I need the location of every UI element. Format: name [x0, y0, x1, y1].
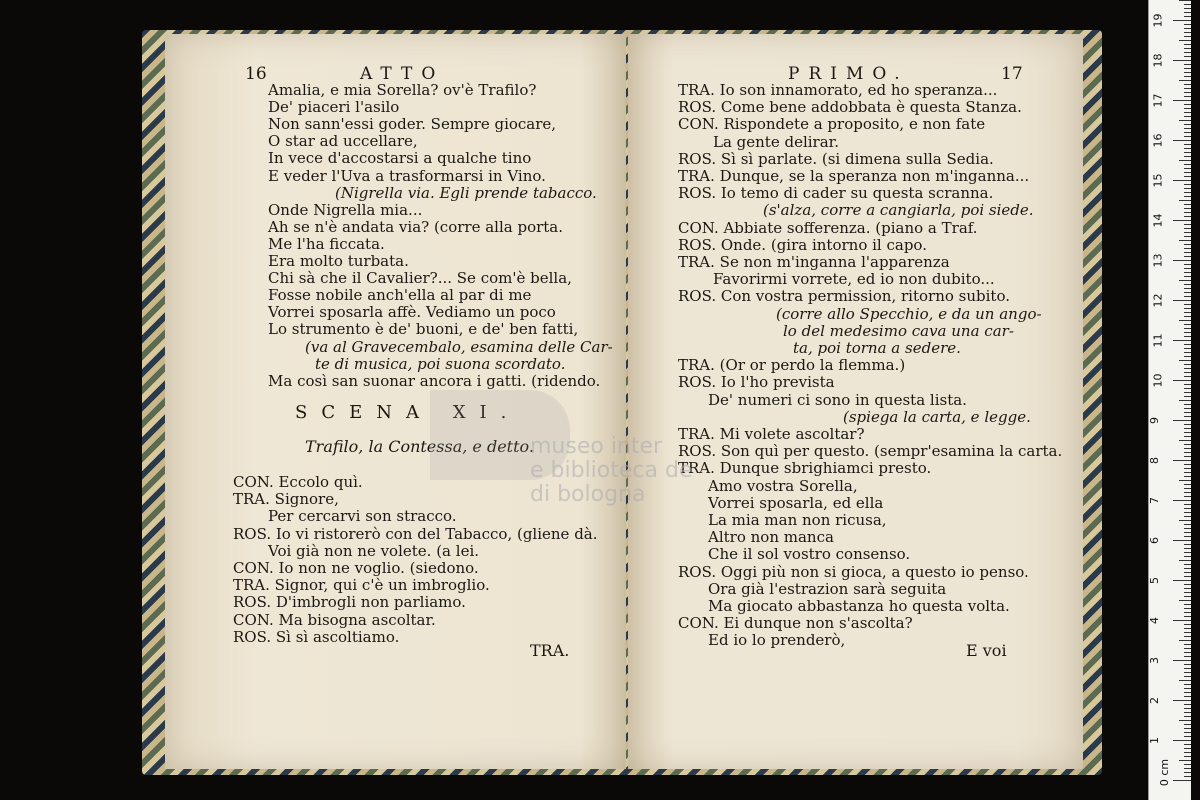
watermark-line: di bologna: [530, 482, 646, 507]
text-line: TRA. Io son innamorato, ed ho speranza...: [678, 81, 998, 99]
ruler-tick: [1184, 292, 1191, 293]
text-line: TRA. (Or or perdo la flemma.): [678, 356, 906, 375]
ruler-tick: [1179, 400, 1191, 401]
ruler-tick: [1184, 556, 1191, 557]
ruler-tick: [1184, 476, 1191, 477]
ruler-tick: [1184, 596, 1191, 597]
ruler-tick: [1184, 576, 1191, 577]
ruler-tick: [1184, 412, 1191, 413]
ruler-tick: [1184, 56, 1191, 57]
text-line: CON. Eccolo quì.: [233, 473, 363, 491]
ruler-tick: [1184, 684, 1191, 685]
ruler-tick: [1184, 612, 1191, 613]
ruler-tick: [1184, 68, 1191, 69]
ruler-tick: [1184, 772, 1191, 773]
text-line: (s'alza, corre a cangiarla, poi siede.: [763, 201, 1034, 220]
ruler-number: 1: [1148, 737, 1161, 744]
text-line: ROS. Son quì per questo. (sempr'esamina la carta.: [678, 442, 1063, 461]
ruler-tick: [1184, 288, 1191, 289]
ruler-tick: [1184, 752, 1191, 753]
text-line: lo del medesimo cava una car-: [783, 321, 1014, 340]
ruler-tick: [1184, 424, 1191, 425]
ruler-tick: [1184, 184, 1191, 185]
scene-cast: Trafilo, la Contessa, e detto.: [305, 437, 534, 456]
text-line: ROS. Io temo di cader su questa scranna.: [678, 184, 994, 203]
text-line: Altro non manca: [708, 528, 834, 547]
ruler-tick: [1184, 176, 1191, 177]
ruler-tick: [1173, 580, 1191, 581]
ruler-tick: [1184, 744, 1191, 745]
ruler-tick: [1184, 672, 1191, 673]
ruler-tick: [1173, 660, 1191, 661]
ruler-tick: [1184, 728, 1191, 729]
text-line: te di musica, poi suona scordato.: [315, 354, 566, 373]
ruler-tick: [1184, 356, 1191, 357]
ruler-tick: [1179, 680, 1191, 681]
ruler-number: 4: [1148, 617, 1161, 624]
ruler-tick: [1184, 172, 1191, 173]
text-line: CON. Rispondete a proposito, e non fate: [678, 115, 986, 134]
ruler-tick: [1173, 220, 1191, 221]
ruler-tick: [1184, 456, 1191, 457]
ruler-tick: [1184, 284, 1191, 285]
ruler-tick: [1184, 532, 1191, 533]
ruler-number: 9: [1148, 417, 1161, 424]
watermark-line: e biblioteca de: [530, 458, 693, 483]
ruler-tick: [1184, 492, 1191, 493]
text-line: CON. Ma bisogna ascoltar.: [233, 610, 436, 629]
ruler-tick: [1184, 168, 1191, 169]
running-header: ATTO: [360, 64, 445, 84]
ruler-tick: [1184, 384, 1191, 385]
text-line: (spiega la carta, e legge.: [843, 407, 1031, 426]
ruler-tick: [1184, 156, 1191, 157]
text-line: Fosse nobile anch'ella al par di me: [268, 286, 532, 305]
ruler-tick: [1179, 600, 1191, 601]
ruler-tick: [1184, 92, 1191, 93]
ruler-tick: [1184, 264, 1191, 265]
ruler-tick: [1184, 668, 1191, 669]
ruler-tick: [1173, 300, 1191, 301]
text-line: Ah se n'è andata via? (corre alla porta.: [268, 217, 564, 236]
text-line: ROS. Come bene addobbata è questa Stanza.: [678, 98, 1022, 117]
watermark-text: [530, 435, 693, 507]
text-line: TRA. Dunque sbrighiamci presto.: [678, 459, 932, 478]
ruler-tick: [1179, 0, 1191, 1]
text-line: E veder l'Uva a trasformarsi in Vino.: [268, 166, 546, 185]
ruler-tick: [1184, 324, 1191, 325]
ruler-tick: [1184, 328, 1191, 329]
catchword: E voi: [966, 641, 1007, 660]
ruler-tick: [1184, 344, 1191, 345]
scene-title: SCENA XI.: [295, 402, 521, 423]
ruler-tick: [1184, 104, 1191, 105]
ruler-tick: [1179, 520, 1191, 521]
text-line: (va al Gravecembalo, esamina delle Car-: [305, 337, 613, 356]
text-line: Che il sol vostro consenso.: [708, 545, 911, 564]
ruler-tick: [1173, 700, 1191, 701]
ruler-number: 16: [1151, 133, 1165, 148]
text-line: ROS. Io l'ho prevista: [678, 373, 835, 392]
ruler-tick: [1184, 12, 1191, 13]
ruler-tick: [1184, 584, 1191, 585]
ruler-tick: [1184, 364, 1191, 365]
ruler-tick: [1184, 48, 1191, 49]
ruler-tick: [1184, 44, 1191, 45]
text-line: (corre allo Specchio, e da un ango-: [776, 304, 1042, 323]
ruler-tick: [1184, 708, 1191, 709]
ruler-tick: [1184, 764, 1191, 765]
text-line: Onde Nigrella mia...: [268, 200, 423, 219]
text-line: La mia man non ricusa,: [708, 511, 887, 529]
ruler-tick: [1184, 72, 1191, 73]
ruler-number: 12: [1151, 293, 1165, 308]
text-line: Favorirmi vorrete, ed io non dubito...: [713, 270, 995, 289]
ruler-tick: [1184, 504, 1191, 505]
ruler-tick: [1184, 484, 1191, 485]
ruler-tick: [1184, 188, 1191, 189]
ruler-tick: [1184, 732, 1191, 733]
ruler-tick: [1184, 632, 1191, 633]
ruler-tick: [1184, 648, 1191, 649]
text-line: CON. Ei dunque non s'ascolta?: [678, 614, 913, 633]
text-line: Amalia, e mia Sorella? ov'è Trafilo?: [268, 81, 537, 99]
ruler-tick: [1184, 192, 1191, 193]
ruler-tick: [1173, 20, 1191, 21]
ruler-tick: [1184, 88, 1191, 89]
ruler-tick: [1184, 312, 1191, 313]
ruler-tick: [1184, 112, 1191, 113]
catchword: TRA.: [530, 641, 570, 660]
ruler-tick: [1184, 512, 1191, 513]
ruler-tick: [1179, 120, 1191, 121]
ruler-tick: [1184, 208, 1191, 209]
text-line: Ma così san suonar ancora i gatti. (ridendo.: [268, 371, 601, 390]
ruler-number: 11: [1151, 333, 1165, 348]
ruler-tick: [1184, 644, 1191, 645]
text-line: Chi sà che il Cavalier?... Se com'è bella,: [268, 269, 572, 288]
ruler-number: 17: [1151, 93, 1165, 108]
ruler-tick: [1184, 308, 1191, 309]
ruler-tick: [1184, 776, 1191, 777]
ruler-tick: [1184, 392, 1191, 393]
ruler-tick: [1184, 768, 1191, 769]
ruler-tick: [1184, 712, 1191, 713]
text-line: La gente delirar.: [713, 132, 839, 151]
ruler-tick: [1184, 212, 1191, 213]
ruler-tick: [1184, 4, 1191, 5]
text-line: Ora già l'estrazion sarà seguita: [708, 579, 947, 598]
ruler-tick: [1184, 236, 1191, 237]
ruler-number: 19: [1151, 13, 1165, 28]
ruler-tick: [1184, 268, 1191, 269]
text-line: O star ad uccellare,: [268, 132, 418, 151]
ruler-tick: [1184, 604, 1191, 605]
ruler-tick: [1184, 616, 1191, 617]
ruler-tick: [1184, 108, 1191, 109]
ruler-tick: [1184, 552, 1191, 553]
ruler-tick: [1184, 276, 1191, 277]
ruler-tick: [1184, 204, 1191, 205]
ruler-tick: [1184, 316, 1191, 317]
ruler-tick: [1173, 60, 1191, 61]
ruler-tick: [1184, 408, 1191, 409]
ruler-tick: [1173, 100, 1191, 101]
ruler-tick: [1184, 32, 1191, 33]
ruler-tick: [1184, 444, 1191, 445]
ruler-tick: [1184, 628, 1191, 629]
ruler-tick: [1184, 468, 1191, 469]
ruler-tick: [1184, 692, 1191, 693]
right-page: [628, 34, 1083, 769]
ruler-tick: [1184, 488, 1191, 489]
ruler-number: 10: [1151, 373, 1165, 388]
ruler-tick: [1184, 404, 1191, 405]
text-line: Ma giocato abbastanza ho questa volta.: [708, 597, 1010, 615]
text-line: Per cercarvi son stracco.: [268, 507, 457, 526]
ruler-tick: [1184, 516, 1191, 517]
text-line: TRA. Mi volete ascoltar?: [678, 425, 865, 443]
ruler-tick: [1184, 196, 1191, 197]
ruler-tick: [1184, 568, 1191, 569]
ruler-tick: [1184, 624, 1191, 625]
page-number: 17: [1001, 64, 1023, 84]
ruler-number: 8: [1148, 457, 1161, 464]
ruler-tick: [1173, 380, 1191, 381]
ruler-tick: [1184, 124, 1191, 125]
text-line: ROS. Io vi ristorerò con del Tabacco, (gliene dà.: [233, 524, 598, 543]
ruler-tick: [1173, 460, 1191, 461]
ruler-tick: [1179, 40, 1191, 41]
ruler-tick: [1184, 272, 1191, 273]
text-line: (Nigrella via. Egli prende tabacco.: [335, 183, 597, 202]
text-line: Era molto turbata.: [268, 252, 409, 270]
text-line: ROS. D'imbrogli non parliamo.: [233, 593, 466, 612]
ruler-number: 7: [1148, 497, 1161, 504]
ruler-tick: [1184, 588, 1191, 589]
ruler-number: 18: [1151, 53, 1165, 68]
ruler-tick: [1184, 116, 1191, 117]
ruler-tick: [1173, 500, 1191, 501]
ruler-tick: [1184, 544, 1191, 545]
ruler-tick: [1184, 664, 1191, 665]
text-line: ROS. Onde. (gira intorno il capo.: [678, 235, 927, 254]
text-line: ta, poi torna a sedere.: [793, 339, 961, 357]
ruler-number: 2: [1148, 697, 1161, 704]
ruler-tick: [1173, 740, 1191, 741]
ruler-tick: [1173, 780, 1191, 781]
ruler-tick: [1184, 508, 1191, 509]
text-line: TRA. Se non m'inganna l'apparenza: [678, 253, 950, 271]
ruler-unit-label: 0 cm: [1158, 758, 1172, 787]
ruler-tick: [1184, 716, 1191, 717]
ruler-tick: [1184, 36, 1191, 37]
ruler-tick: [1184, 428, 1191, 429]
ruler-tick: [1184, 336, 1191, 337]
text-line: Vorrei sposarla affè. Vediamo un poco: [268, 303, 556, 322]
ruler-tick: [1184, 368, 1191, 369]
ruler-tick: [1184, 332, 1191, 333]
text-line: ROS. Con vostra permission, ritorno subito.: [678, 287, 1010, 306]
ruler-tick: [1184, 376, 1191, 377]
ruler-tick: [1184, 228, 1191, 229]
scale-ruler: [1148, 0, 1191, 800]
ruler-tick: [1184, 144, 1191, 145]
ruler-tick: [1184, 688, 1191, 689]
ruler-tick: [1184, 432, 1191, 433]
ruler-tick: [1179, 80, 1191, 81]
ruler-tick: [1184, 244, 1191, 245]
ruler-tick: [1184, 452, 1191, 453]
ruler-tick: [1184, 656, 1191, 657]
text-line: TRA. Signor, qui c'è un imbroglio.: [233, 576, 490, 595]
ruler-tick: [1184, 76, 1191, 77]
ruler-tick: [1184, 592, 1191, 593]
ruler-tick: [1184, 564, 1191, 565]
ruler-tick: [1184, 636, 1191, 637]
ruler-tick: [1184, 608, 1191, 609]
ruler-tick: [1184, 164, 1191, 165]
ruler-tick: [1184, 736, 1191, 737]
ruler-tick: [1184, 396, 1191, 397]
page-number: 16: [245, 64, 267, 84]
ruler-tick: [1184, 472, 1191, 473]
ruler-tick: [1184, 756, 1191, 757]
ruler-tick: [1179, 480, 1191, 481]
ruler-number: 13: [1151, 253, 1165, 268]
text-line: Vorrei sposarla, ed ella: [708, 493, 884, 512]
ruler-tick: [1184, 528, 1191, 529]
ruler-tick: [1184, 352, 1191, 353]
ruler-tick: [1173, 420, 1191, 421]
text-line: Ed io lo prenderò,: [708, 631, 846, 650]
ruler-tick: [1184, 252, 1191, 253]
ruler-tick: [1184, 696, 1191, 697]
ruler-tick: [1184, 536, 1191, 537]
ruler-tick: [1179, 280, 1191, 281]
ruler-tick: [1184, 372, 1191, 373]
ruler-tick: [1184, 24, 1191, 25]
ruler-tick: [1184, 348, 1191, 349]
ruler-tick: [1179, 200, 1191, 201]
text-line: ROS. Sì sì parlate. (si dimena sulla Sedia.: [678, 149, 994, 168]
ruler-tick: [1184, 256, 1191, 257]
ruler-tick: [1184, 572, 1191, 573]
ruler-tick: [1184, 136, 1191, 137]
ruler-tick: [1184, 152, 1191, 153]
text-line: In vece d'accostarsi a qualche tino: [268, 149, 532, 168]
ruler-tick: [1173, 620, 1191, 621]
text-line: Amo vostra Sorella,: [708, 476, 858, 495]
ruler-tick: [1184, 84, 1191, 85]
ruler-tick: [1184, 436, 1191, 437]
ruler-tick: [1184, 96, 1191, 97]
ruler-tick: [1184, 724, 1191, 725]
ruler-tick: [1184, 388, 1191, 389]
ruler-tick: [1184, 416, 1191, 417]
ruler-tick: [1179, 160, 1191, 161]
ruler-tick: [1184, 128, 1191, 129]
ruler-tick: [1179, 440, 1191, 441]
text-line: TRA. Dunque, se la speranza non m'inganna...: [678, 167, 1030, 185]
text-line: CON. Abbiate sofferenza. (piano a Traf.: [678, 218, 978, 237]
running-header: PRIMO.: [788, 64, 909, 84]
ruler-tick: [1184, 304, 1191, 305]
ruler-tick: [1184, 464, 1191, 465]
ruler-tick: [1179, 560, 1191, 561]
ruler-tick: [1184, 496, 1191, 497]
ruler-tick: [1184, 296, 1191, 297]
watermark-line: museo inter: [530, 434, 663, 459]
ruler-tick: [1184, 676, 1191, 677]
ruler-tick: [1184, 148, 1191, 149]
text-line: Me l'ha ficcata.: [268, 234, 385, 253]
ruler-tick: [1184, 232, 1191, 233]
ruler-tick: [1179, 320, 1191, 321]
ruler-tick: [1184, 224, 1191, 225]
ruler-tick: [1184, 548, 1191, 549]
ruler-number: 15: [1151, 173, 1165, 188]
ruler-tick: [1179, 720, 1191, 721]
ruler-number: 6: [1148, 537, 1161, 544]
ruler-tick: [1184, 248, 1191, 249]
ruler-tick: [1173, 260, 1191, 261]
ruler-tick: [1184, 16, 1191, 17]
text-line: ROS. Sì sì ascoltiamo.: [233, 627, 400, 646]
text-line: De' numeri ci sono in questa lista.: [708, 390, 967, 409]
text-line: ROS. Oggi più non si gioca, a questo io penso.: [678, 562, 1029, 581]
ruler-tick: [1179, 240, 1191, 241]
ruler-tick: [1184, 52, 1191, 53]
ruler-tick: [1173, 540, 1191, 541]
ruler-tick: [1184, 64, 1191, 65]
ruler-tick: [1173, 340, 1191, 341]
ruler-tick: [1184, 704, 1191, 705]
ruler-number: 3: [1148, 657, 1161, 664]
text-line: De' piaceri l'asilo: [268, 98, 400, 117]
ruler-number: 14: [1151, 213, 1165, 228]
ruler-tick: [1173, 180, 1191, 181]
ruler-tick: [1179, 640, 1191, 641]
ruler-tick: [1173, 140, 1191, 141]
ruler-tick: [1184, 748, 1191, 749]
text-line: TRA. Signore,: [233, 490, 339, 509]
ruler-tick: [1179, 760, 1191, 761]
ruler-tick: [1184, 216, 1191, 217]
text-line: CON. Io non ne voglio. (siedono.: [233, 559, 479, 577]
ruler-tick: [1184, 28, 1191, 29]
text-line: Voi già non ne volete. (a lei.: [268, 541, 480, 560]
ruler-tick: [1184, 652, 1191, 653]
ruler-tick: [1184, 448, 1191, 449]
text-line: Lo strumento è de' buoni, e de' ben fatti,: [268, 320, 579, 339]
ruler-tick: [1179, 360, 1191, 361]
ruler-tick: [1184, 132, 1191, 133]
ruler-number: 5: [1148, 577, 1161, 584]
text-line: Non sann'essi goder. Sempre giocare,: [268, 115, 557, 134]
ruler-tick: [1184, 524, 1191, 525]
ruler-tick: [1184, 8, 1191, 9]
